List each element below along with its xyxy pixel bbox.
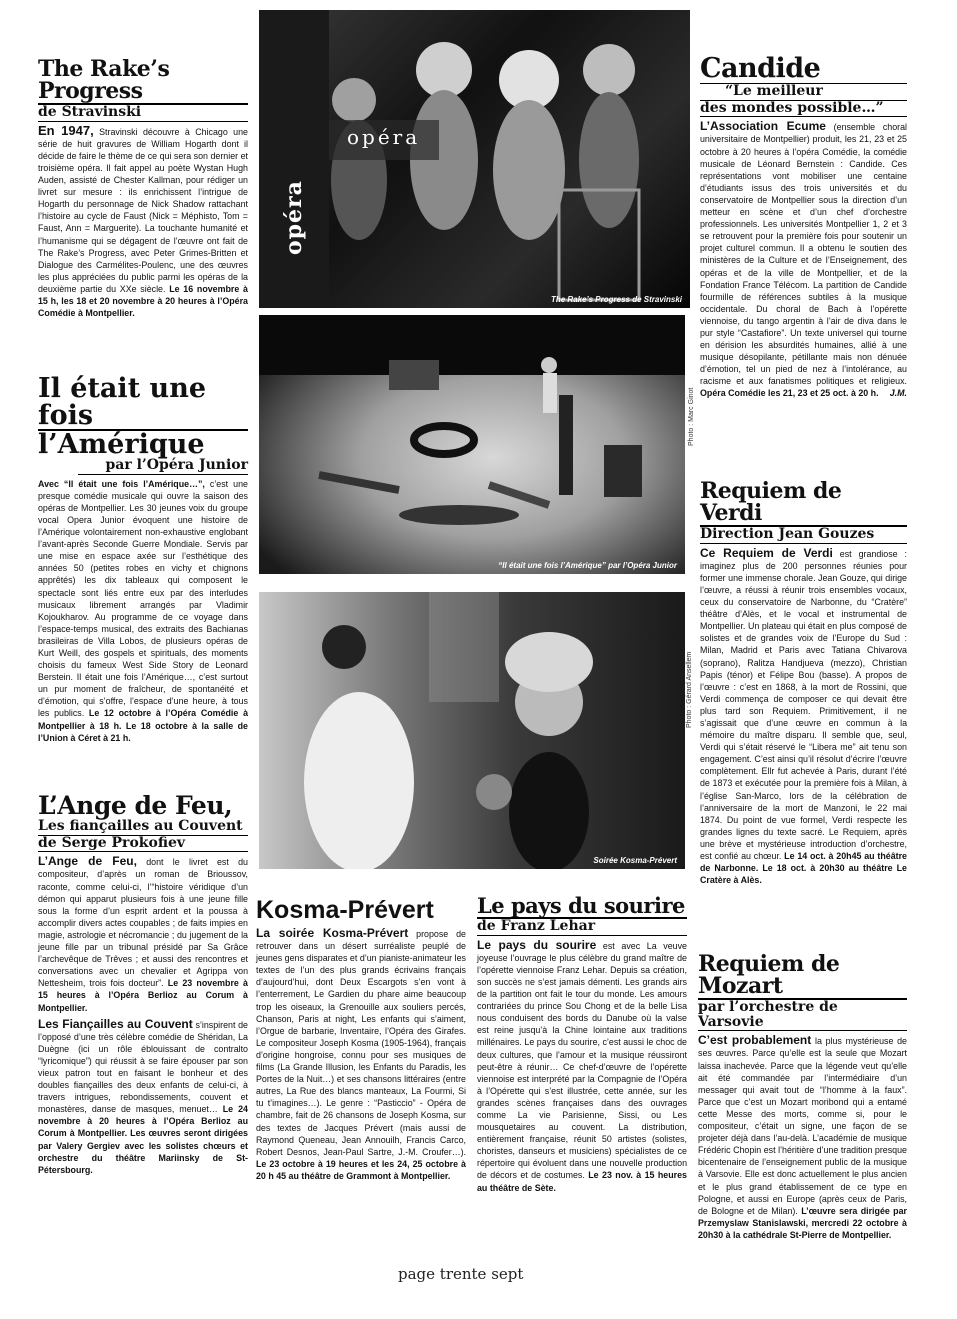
article-subtitle-line2: des mondes possible…”: [700, 101, 907, 118]
photo-credit: Photo : Gérard Ansellem: [686, 651, 693, 728]
dates-text: Le 23 octobre à 19 heures et les 24, 25 octobre à 20 h 45 au théâtre de Grammont à Montpellier.: [256, 1158, 466, 1181]
photo-rakes-progress: [259, 10, 690, 308]
article-body: [700, 120, 907, 399]
dates-text: Le 23 novembre à 15 heures à l’Opéra Berlioz au Corum à Montpellier.: [38, 978, 248, 1013]
photo-singers-illustration: [259, 10, 690, 308]
photo-caption: The Rake’s Progress de Stravinski: [550, 295, 682, 304]
lead-in: Ce Requiem de Verdi: [700, 545, 833, 560]
opera-horizontal-label: opéra: [347, 125, 421, 149]
article-subtitle: Direction Jean Gouzes: [700, 527, 907, 544]
dates-text: Le 12 octobre à l’Opéra Comédie à Montpellier à 18 h. Le 18 octobre à la salle de l’Union à Céret à 21 h.: [38, 708, 248, 743]
article-pays-du-sourire: [477, 895, 687, 1194]
body-text-2: s’inspirent de l’opposé d’une très célèbre comédie de Shéridan, La Duègne (ici un rôle éblouissant de contralto “lyricomique”) qui réussit à se faire épouser par son vieux patron tout en faisant le bonheur et des doubles fiançailles des deux enfants de celui-ci, à travers intrigues, rebondissements, couvent et monastères, danse de masques, menuet…: [38, 1019, 248, 1115]
lead-in: Avec “Il était une fois l’Amérique…”,: [38, 478, 205, 489]
body-text: propose de retrouver dans un désert surréaliste peuplé de jeunes gens disparates et d’un pianiste-animateur les textes de l’un des plus grands écrivains français d’aujourd’hui, dont Deux Escargots s’en vont à l’enterrement, Le Gardien du phare aime beaucoup trop les oiseaux, la Grenouille aux souliers percés, Chanson, Paris at night, Les enfants qui s’aiment, l’Orgue de barbarie, Inventaire, l’Opéra des Girafes. Le compositeur Joseph Kosma (1905-1964), français d’origine hongroise, connu pour ses musiques de films (La Grande Illusion, les Enfants du Paradis, les Portes de la Nuit…) et ses chansons littéraires (entre autres, La Rue des blancs manteaux, La Fourmi, Si tu t’imagines…). Le genre : “Pasticcio” - Opéra de chambre, fait de 26 chansons de Joseph Kosma, sur des textes de Jacques Prévert (mais aussi de Raymond Queneau, Jean Annouilh, Francis Carco, Robert Desnos, Jean-Paul Sartre, J.-M. Croufer…).: [256, 929, 466, 1157]
body-text: est grandiose : imaginez plus de 200 personnes réunies pour former une immense chorale. Jean Gouze, qui dirige l’œuvre, a réussi à réunir trois ensembles vocaux, ceux du conservatoire de Narbonne, du “Cratère” théâtre d’Alès, et le vocal et instrumental de Montpellier. Un plateau qui était en plus composé de solistes et de grandes voix de l’Europe du Sud : Milan, Madrid et Paris avec Tatiana Chivarova (soprano), Ralitza Handjueva (mezzo), Christian Papis (ténor) et Félipe Bou (basse). A propos de l’œuvre : c’est en 1868, à la mort de Rossini, que Verdi commença de composer ce qui devait être plus tard son Requiem. Primitivement, il ne s’agissait que d’une œuvre en commun à la mémoire du maître disparu. Il semble que, seul, Verdi qui s’était réservé le “Libera me” ait tenu son engagement. C’est ainsi qu’il résolut d’écrire l’œuvre complètement. Ellr fut achevée à Paris, durant l’été de 1873 et exécutée pour la première fois à Milan, à l’église San-Marco, lors de la célébration de l’anniversaire de la mort de Manzoni, le 22 mai 1874. Du point de vue formel, Verdi respecte les grandes lignes du texte sacré. Le Requiem, après une brève et mystérieuse introduction d’orchestre, est confié au chœur.: [700, 548, 907, 862]
dates-text: Le 14 oct. à 20h45 au théâtre de Narbonne. Le 18 oct. à 20h30 au théâtre Le Cratère à Alès.: [700, 851, 907, 886]
photo-kosma-prevert: [259, 592, 685, 869]
lead-in-2: Les Fiançailles au Couvent: [38, 1016, 193, 1031]
article-subtitle: de Stravinski: [38, 105, 248, 122]
article-requiem-verdi: [700, 480, 907, 886]
article-subtitle: par l’Opéra Junior: [78, 458, 248, 475]
dates-text: L’œuvre sera dirigée par Przemyslaw Stanislawski, mercredi 22 octobre à 20h30 à la cathédrale St-Pierre de Montpellier.: [698, 1205, 907, 1240]
article-subtitle-line1: “Le meilleur: [700, 84, 907, 101]
lead-in: La soirée Kosma-Prévert: [256, 926, 409, 940]
article-title-line2: l’Amérique: [38, 429, 205, 460]
article-rakes-progress: [38, 58, 248, 319]
article-subtitle: de Franz Lehar: [477, 919, 687, 936]
photo-amerique: [259, 315, 685, 574]
article-title: Requiem de Mozart: [698, 953, 907, 1000]
opera-vertical-label: opéra: [281, 180, 307, 255]
lead-in: L’Ange de Feu,: [38, 854, 137, 869]
article-candide: [700, 55, 907, 400]
author-signature: J.M.: [889, 388, 907, 399]
article-body: [700, 547, 907, 887]
body-text: Stravinski découvre à Chicago une série de huit gravures de William Hogarth dont il décide de faire le thème de ce qui sera son dernier et troisième opéra. Il fait appel au poète Wystan Hugh Auden, assisté de Chester Kallman, pour rédiger un livret sur mesure : ils enrichissent l’intrigue de Hogarth du personnage de Nick Shadow rattachant l’histoire au cycle de Faust (Nick = Méphisto, Tom = Faust, Ann = Marguerite). La touchante humanité et l’humanisme qui se dégagent de l’œuvre ont fait de The Rake’s Progress, avec Peter Grimes-Britten et Dialogue des Carmélites-Poulenc, une des œuvres les plus appréciées du public parmi les opéras de la deuxième partie du XXe siècle.: [38, 126, 248, 294]
article-subtitle: par l’orchestre de Varsovie: [698, 1000, 907, 1031]
body-text: dont le livret est du compositeur, d’après un roman de Brioussov, raconte, comme celui-ci, l’“histoire véridique d’un démon qui apparut plusieurs fois à une jeune fille sous la forme d’un esprit ardent et la poussa à accomplir divers actes coupables ; de faits impies en magie, astrologie et nécromancie ; du jugement de la jeune fille par un tribunal présidé par Sa Grâce l’archevêque de Trêves ; et aussi des rencontres et conversations avec un chevalier et Agrippa von Nettesheim, trois fois docteur”.: [38, 857, 248, 989]
dates-text-2: Le 24 novembre à 20 heures à l’Opéra Berlioz au Corum à Montpellier. Les œuvres seront dirigées par Valery Gergiev avec les solistes chœurs et orchestre du théâtre Mariinsky de St-Pétersbourg.: [38, 1104, 248, 1175]
article-body: [38, 122, 248, 320]
dates-text: Le 16 novembre à 15 h, les 18 et 20 novembre à 20 heures à l’Opéra Comédie à Montpellier.: [38, 283, 248, 319]
article-body-2: [38, 1018, 248, 1176]
dates-text: Le 23 nov. à 15 heures au théâtre de Sète.: [477, 1170, 687, 1193]
article-requiem-mozart: [698, 953, 907, 1241]
photo-caption: Soirée Kosma-Prévert: [593, 856, 677, 865]
article-title: Requiem de Verdi: [700, 480, 907, 527]
lead-in: C’est probablement: [698, 1033, 812, 1048]
article-title: Kosma-Prévert: [256, 896, 434, 924]
article-title: L’Ange de Feu,: [38, 791, 233, 820]
body-text: est avec La veuve joyeuse l’ouvrage le plus célèbre du grand maître de l’opérette viennoise Franz Lehar. Depuis sa création, son succès ne s’est jamais démenti. Les grands airs de la partition ont fait le tour du monde. Les amours contrariées du prince Sou Chong et de la belle Lisa nous conduisent des bords du Danube où la valse est reine jusqu’à la Chine lointaine aux traditions millénaires. Le pays du sourire, c’est aussi le choc de deux cultures, que l’amour et la musique réussiront peut-être à réunir… Ce chef-d’œuvre de l’opérette viennoise est interprété par la Compagnie de l’Opéra à l’Opérette qui s’est illustrée, cette année, sur les grandes scènes françaises dans des ouvrages comme La vie Parisienne, Sissi, ou Les mousquetaires au couvent. La distribution, entièrement française, réunit 50 artistes (solistes, choristes, danseurs et musiciens) spécialistes de ce répertoire qui évoluent dans une nouvelle production de décors et de costumes.: [477, 940, 687, 1181]
body-text: c’est une presque comédie musicale qui ouvre la saison des opéras de Montpellier. Les 30 jeunes voix du groupe vocal Opera Junior évoquent une histoire de l’Amérique volontairement non-exhaustive englobant l’avant-après Seconde Guerre Mondiale. Servis par une mise en espace axée sur l’esthétique des années 50 (petites robes en vichy et chignons apprêtés) les dix tableaux qui composent le spectacle sont liés entre eux par des interludes musicaux librement arrangés par Vladimir Kojoukharov. Au programme de ce voyage dans l’espace-temps musical, des extraits des Bachianas brasileiras de Villa Lobos, de plusieurs opéras de Kurt Weill, des gospels et spirituals, des moments choisis du fameux West Side Story de Leonard Berstein. Il était une fois l’Amérique…, c’est surtout un pur moment de fraîcheur, de spontanéité et d’émotion, qui s’offre, l’espace d’une heure, à tous les publics.: [38, 478, 248, 719]
article-kosma-prevert: [256, 898, 466, 1182]
article-body: [38, 855, 248, 1013]
article-subtitle-line1: Les fiançailles au Couvent: [38, 819, 248, 836]
article-title: The Rake’s Progress: [38, 58, 248, 105]
article-body: [698, 1034, 907, 1241]
photo-credit: Photo : Marc Ginot: [688, 387, 695, 446]
photo-performers-illustration: [259, 592, 685, 869]
article-subtitle-line2: de Serge Prokofiev: [38, 836, 248, 853]
article-amerique: [38, 375, 248, 744]
article-ange-de-feu: [38, 793, 248, 1176]
article-title: Candide: [700, 55, 907, 84]
lead-in: En 1947,: [38, 122, 94, 138]
article-body: [256, 927, 466, 1182]
photo-caption: “Il était une fois l’Amérique” par l’Opéra Junior: [498, 561, 677, 570]
lead-in: Le pays du sourire: [477, 937, 597, 952]
photo-stage-illustration: [259, 315, 685, 574]
dates-text: Opéra Comédie les 21, 23 et 25 oct. à 20 h.: [700, 388, 879, 399]
body-text: la plus mystérieuse de ses œuvres. Parce qu’elle est la seule que Mozart laissa inachevée. Parce que la légende veut qu’elle ait été commandée par l’intermédiaire d’un messager qui avait tout de “l’homme à la faux”. Parce que c’est un Mozart moribond qui a entamé cette Messe des morts, comme si, pour le compositeur, c’était un signe, une façon de se projeter déjà dans l’au-delà. L’académie de musique Frédéric Chopin est l’héritière d’une tradition presque bicentenaire de l’enseignement public de la musique à Varsovie. Elle est donc actuellement le plus ancien et le plus grand établissement de ce type en Pologne, et aussi en Europe (après ceux de Paris, de Bologne et de Milan).: [698, 1036, 907, 1216]
article-title-line1: Il était une fois: [38, 375, 248, 431]
article-body: [38, 478, 248, 744]
article-title: Le pays du sourire: [477, 895, 687, 919]
body-text: (ensemble choral universitaire de Montpellier) produit, les 21, 23 et 25 octobre à 20 heures à l’opéra Comédie, la comédie musicale de Léonard Bernstein : Candide. Ces représentations vont mobiliser une centaine d’étudiants issus des trois universités et du conservatoire de Montpellier sous la direction d’un metteur en scène et d’un chef d’orchestre professionnels. Les universités Montpellier 1, 2 et 3 se retrouvent pour la première fois pour soutenir un projet culturel commun. Il a obtenu le soutien des ministères de la Culture et de l’Enseignement, des opéras et de la ville de Montpellier, et de la Fondation France Télécom. La partition de Candide fourmille de références subtiles à la musique occidentale. Du choral de Bach à l’opérette viennoise, du tango argentin à l’air de diva dans le pur style “Castafiore”. Un texte universel qui tourne en dérision les absurdités humaines, allié à une musique désopilante, pétillante mais non dénuée d’émotion, tel un pied de nez à l’intolérance, au racisme et aux fanatismes politiques et religieux.: [700, 122, 907, 387]
lead-in: L’Association Ecume: [700, 119, 826, 134]
article-body: [477, 939, 687, 1194]
page-number-footer: page trente sept: [398, 1265, 524, 1283]
